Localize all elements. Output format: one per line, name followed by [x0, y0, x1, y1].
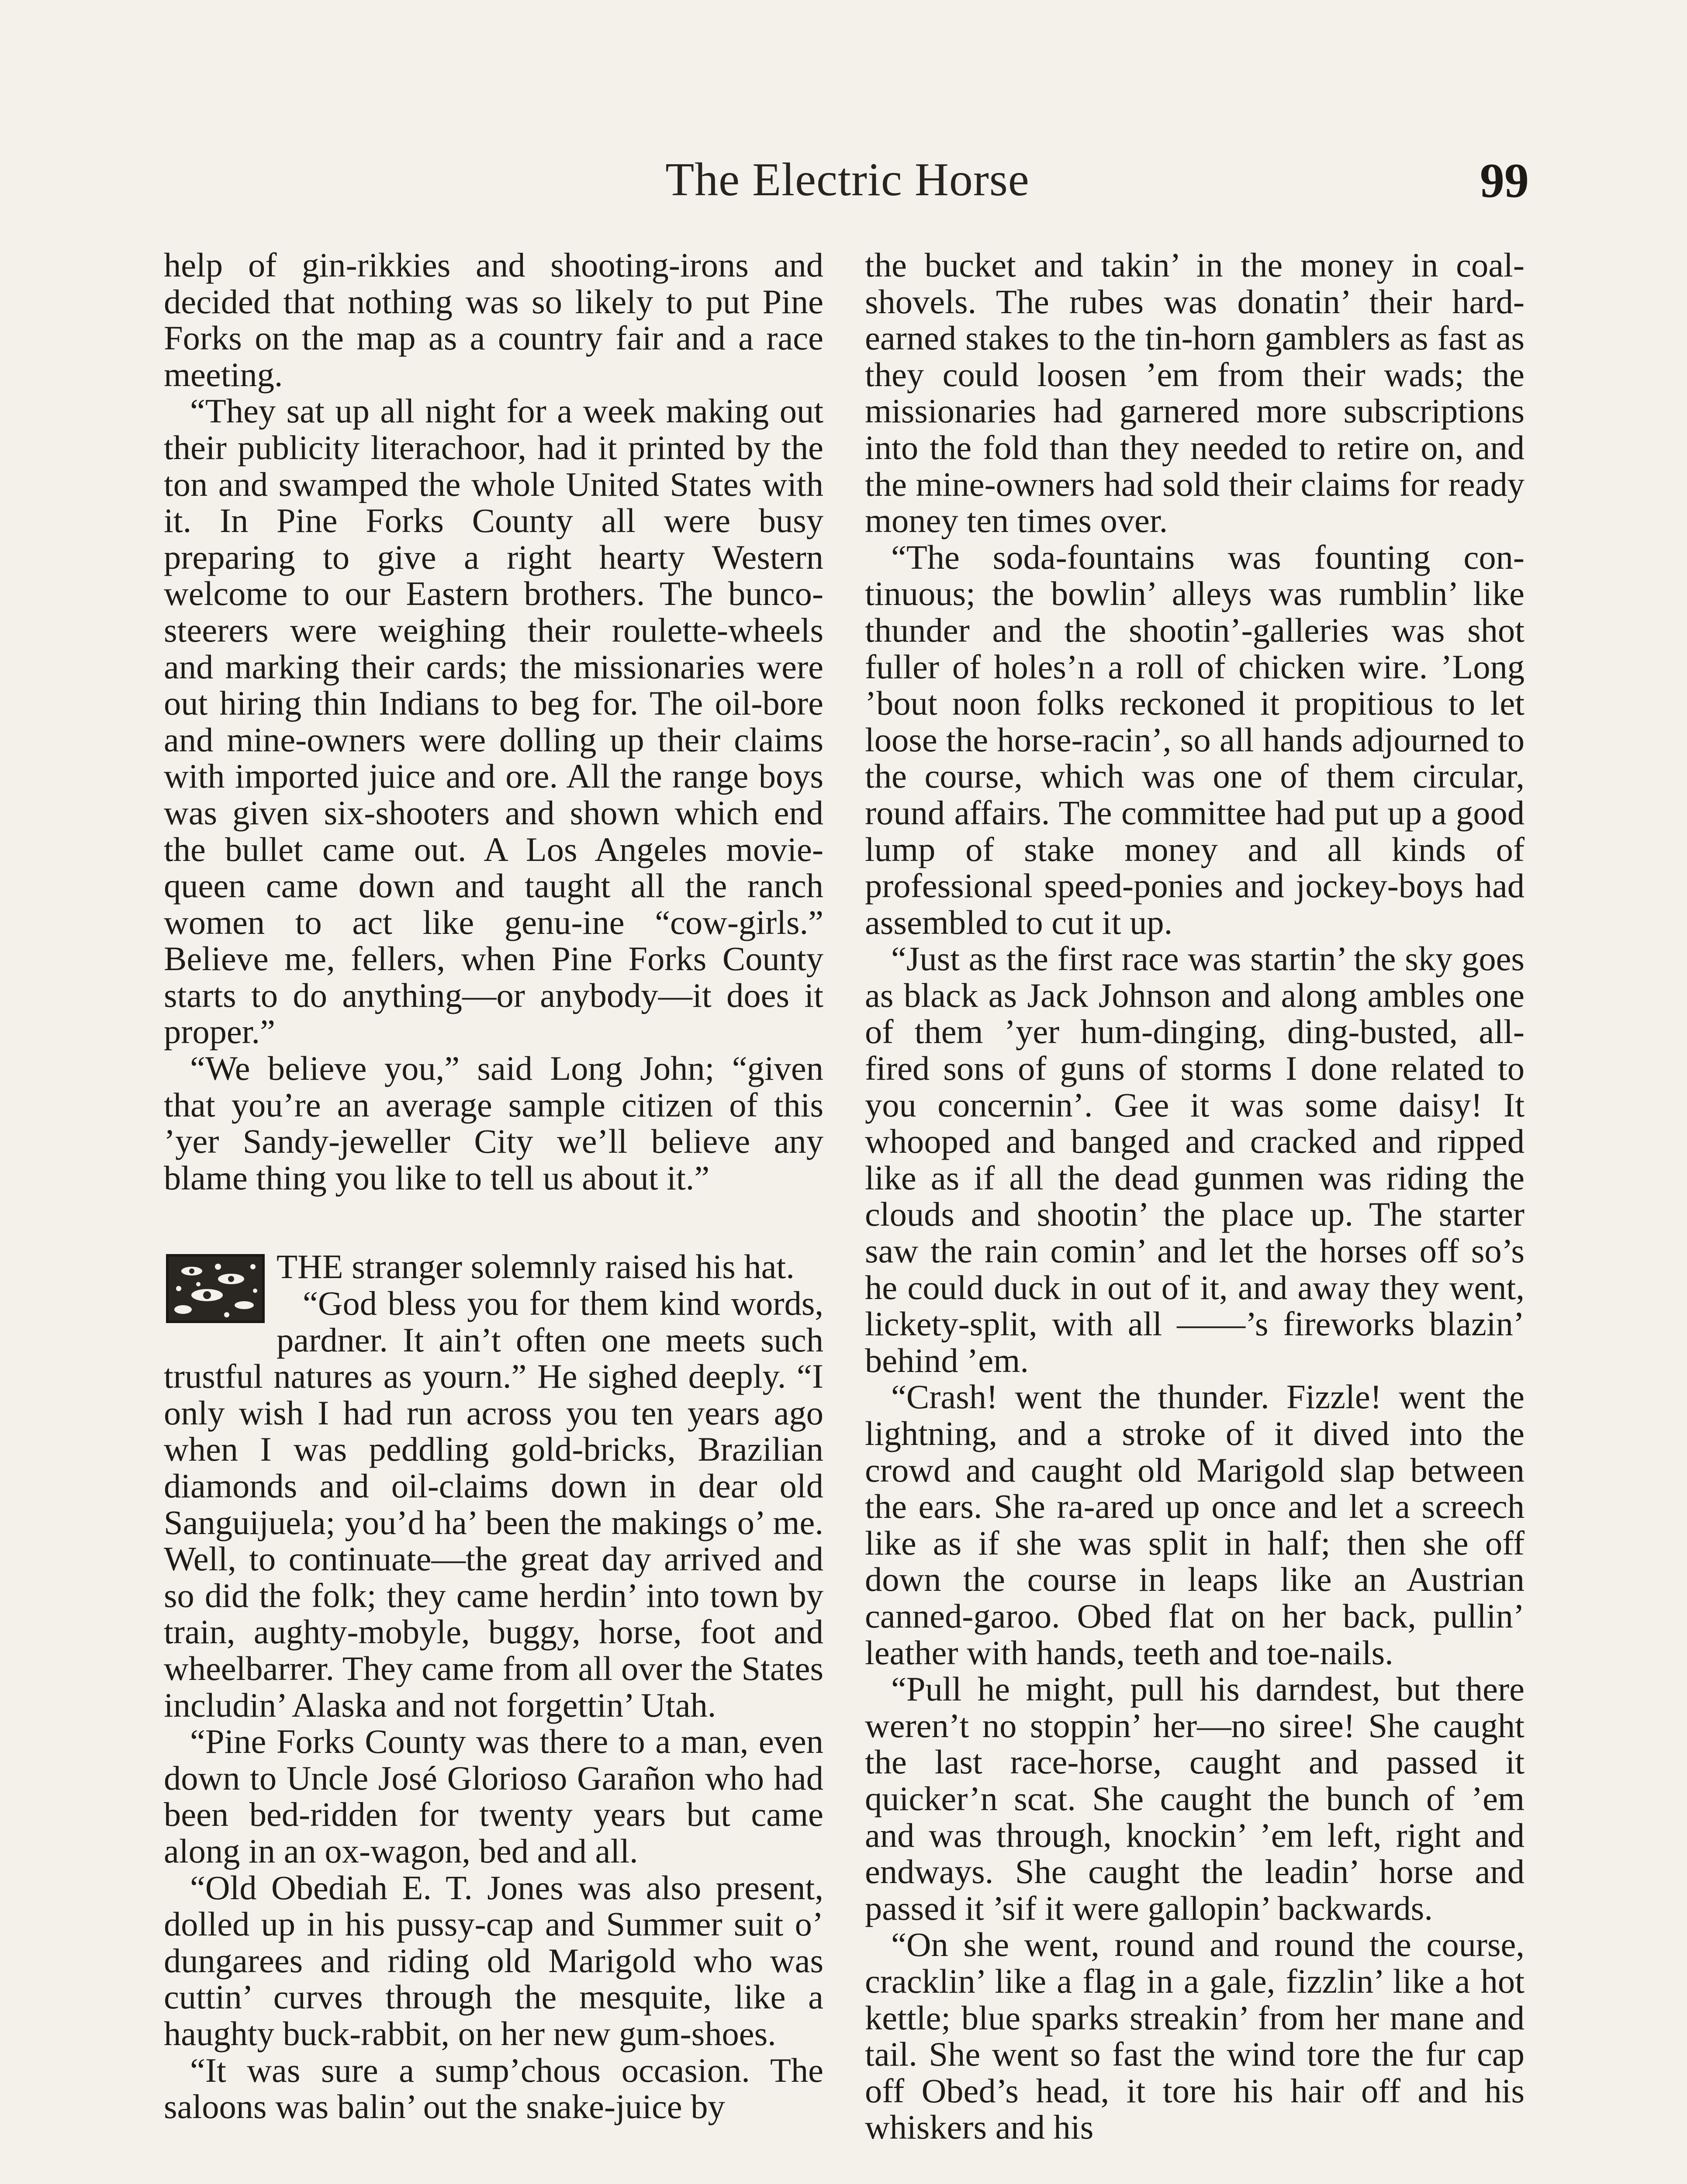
running-head — [166, 144, 1529, 227]
paragraph: THE stranger solemnly raised his hat. — [277, 1248, 795, 1286]
paragraph: “They sat up all night for a week making out their publicity literachoor, had it printed by the ton and swamped the whole United States with it. In Pine Forks County all were busy preparing to give a right hearty Western welcome to our Eastern brothers. The bunco-steerers were weighing their roulette-wheels and marking their cards; the missionaries were out hiring thin Indians to beg for. The oil-bore and mine-owners were dolling up their claims with imported juice and ore. All the range boys was given six-shooters and shown which end the bullet came out. A Los Angeles movie-queen came down and taught all the ranch women to act like genu-ine “cow-girls.” Believe me, fellers, when Pine Forks County starts to do anything—or anybody—it does it proper.” — [164, 392, 823, 1051]
paragraph: “God bless you for them kind words, pardner. It ain’t often one meets such trustful natures as yourn.” He sighed deeply. “I only wish I had run across you ten years ago when I was peddling gold-bricks, Brazilian diamonds and oil-claims down in dear old Sanguijuela; you’d ha’ been the makings o’ me. Well, to continuate—the great day arrived and so did the folk; they came herdin’ into town by train, aughty-mobyle, buggy, horse, foot and wheelbarrer. They came from all over the States includin’ Alaska and not forgettin’ Utah. — [164, 1284, 823, 1724]
drop-cap-ornament-icon — [166, 1254, 265, 1324]
paragraph: “We believe you,” said Long John; “given that you’re an average sample citizen of this ’yer Sandy-jeweller City we’ll believe any blame thing you like to tell us about it.” — [164, 1049, 823, 1197]
paragraph: “Pine Forks County was there to a man, even down to Uncle José Glorioso Garañon who had been bed-ridden for twenty years but came along in an ox-wagon, bed and all. — [164, 1722, 823, 1870]
right-column — [865, 247, 1525, 2146]
left-column — [164, 247, 823, 2125]
running-title: The Electric Horse — [665, 154, 1030, 206]
paragraph: help of gin-rikkies and shooting-irons and decided that nothing was so likely to put Pine Forks on the map as a country fair and a race meeting. — [164, 246, 823, 394]
paragraph: “Just as the first race was startin’ the sky goes as black as Jack Johnson and along ambles one of them ’yer hum-dinging, ding-busted, all-fired sons of guns of storms I done related to you concernin’. Gee it was some daisy! It whooped and banged and cracked and ripped like as if all the dead gunmen was riding the clouds and shootin’ the place up. The starter saw the rain comin’ and let the horses off so’s he could duck in out of it, and away they went, lickety-split, with all ——’s fireworks blazin’ behind ’em. — [865, 940, 1525, 1379]
paragraph: “It was sure a sump’chous occasion. The saloons was balin’ out the snake-juice by — [164, 2051, 823, 2126]
paragraph: “Old Obediah E. T. Jones was also present, dolled up in his pussy-cap and Summer suit o’ dungarees and riding old Marigold who was cuttin’ curves through the mesquite, like a haughty buck-rabbit, on her new gum-shoes. — [164, 1868, 823, 2053]
paragraph: “On she went, round and round the course, cracklin’ like a flag in a gale, fizzlin’ like a hot kettle; blue sparks streakin’ from her mane and tail. She went so fast the wind tore the fur cap off Obed’s head, it tore his hair off and his whiskers and his — [865, 1925, 1525, 2146]
section-break — [164, 1196, 823, 1248]
paragraph: “The soda-fountains was founting continuous; the bowlin’ alleys was rumblin’ like thunder and the shootin’-galleries was shot fuller of holes’n a roll of chicken wire. ’Long ’bout noon folks reckoned it propitious to let loose the horse-racin’, so all hands adjourned to the course, which was one of them circular, round affairs. The committee had put up a good lump of stake money and all kinds of professional speed-ponies and jockey-boys had assembled to cut it up. — [865, 538, 1525, 941]
paragraph: the bucket and takin’ in the money in coal-shovels. The rubes was donatin’ their hard-earned stakes to the tin-horn gamblers as fast as they could loosen ’em from their wads; the missionaries had garnered more subscriptions into the fold than they needed to retire on, and the mine-owners had sold their claims for ready money ten times over. — [865, 246, 1525, 540]
paragraph: “Pull he might, pull his darndest, but there weren’t no stoppin’ her—no siree! She caught the last race-horse, caught and passed it quicker’n scat. She caught the bunch of ’em and was through, knockin’ ’em left, right and endways. She caught the leadin’ horse and passed it ’sif it were gallopin’ backwards. — [865, 1670, 1525, 1927]
page-number: 99 — [1480, 154, 1529, 208]
paragraph: “Crash! went the thunder. Fizzle! went the lightning, and a stroke of it dived into the crowd and caught old Marigold slap between the ears. She ra-ared up once and let a screech like as if she was split in half; then she off down the course in leaps like an Austrian canned-garoo. Obed flat on her back, pullin’ leather with hands, teeth and toe-nails. — [865, 1378, 1525, 1672]
